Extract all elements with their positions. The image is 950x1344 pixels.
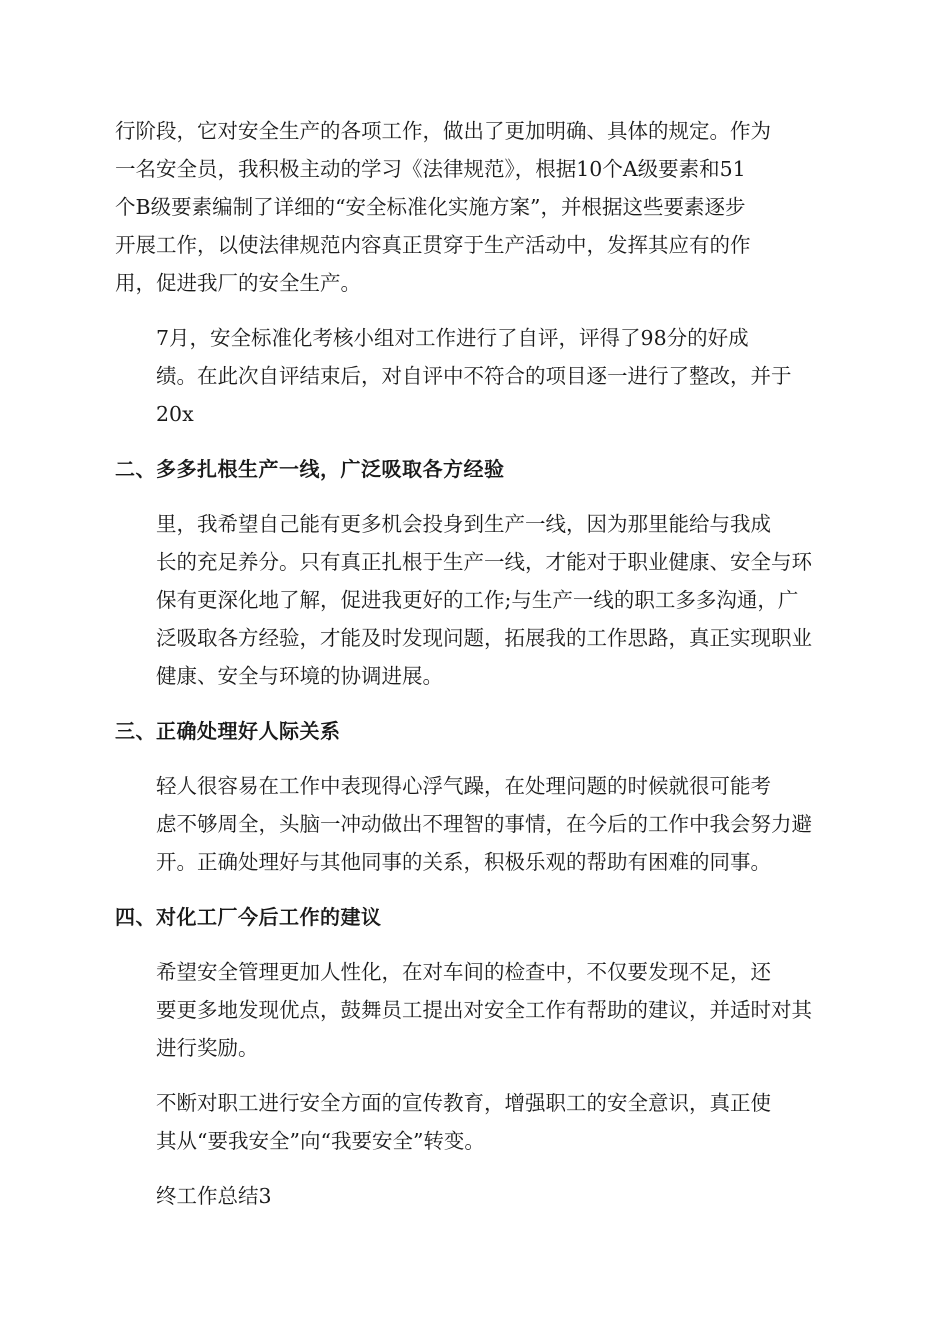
text-line: 7月，安全标准化考核小组对工作进行了自评，评得了98分的好成 [156, 326, 749, 350]
text-line: 开展工作，以使法律规范内容真正贯穿于生产活动中，发挥其应有的作 [115, 233, 751, 257]
paragraph-relationships [115, 767, 837, 881]
text-line: 健康、安全与环境的协调进展。 [156, 664, 443, 688]
text-line: 20x [156, 402, 194, 426]
section-heading-frontline: 二、多多扎根生产一线，广泛吸取各方经验 [115, 457, 505, 481]
text-line: 终工作总结3 [156, 1184, 272, 1208]
text-line: 长的充足养分。只有真正扎根于生产一线，才能对于职业健康、安全与环 [156, 550, 812, 574]
paragraph-standards-implementation [115, 112, 837, 302]
text-line: 虑不够周全，头脑一冲动做出不理智的事情，在今后的工作中我会努力避 [156, 812, 812, 836]
section-heading-suggestions: 四、对化工厂今后工作的建议 [115, 905, 382, 929]
paragraph-self-assessment [115, 319, 837, 433]
paragraph-frontline [115, 505, 837, 695]
paragraph-suggestions-management [115, 953, 837, 1067]
document-page [115, 112, 837, 1232]
text-line: 个B级要素编制了详细的“安全标准化实施方案”，并根据这些要素逐步 [115, 195, 746, 219]
text-line: 进行奖励。 [156, 1036, 259, 1060]
paragraph-suggestions-education [115, 1084, 837, 1160]
text-line: 一名安全员，我积极主动的学习《法律规范》，根据10个A级要素和51 [115, 157, 746, 181]
section-heading-relationships: 三、正确处理好人际关系 [115, 719, 341, 743]
text-line: 不断对职工进行安全方面的宣传教育，增强职工的安全意识，真正使 [156, 1091, 771, 1115]
text-line: 其从“要我安全”向“我要安全”转变。 [156, 1129, 485, 1153]
text-line: 用，促进我厂的安全生产。 [115, 271, 361, 295]
paragraph-summary-title [115, 1177, 837, 1215]
text-line: 泛吸取各方经验，才能及时发现问题，拓展我的工作思路，真正实现职业 [156, 626, 812, 650]
text-line: 行阶段，它对安全生产的各项工作，做出了更加明确、具体的规定。作为 [115, 119, 771, 143]
text-line: 开。正确处理好与其他同事的关系，积极乐观的帮助有困难的同事。 [156, 850, 771, 874]
text-line: 绩。在此次自评结束后，对自评中不符合的项目逐一进行了整改，并于 [156, 364, 792, 388]
text-line: 要更多地发现优点，鼓舞员工提出对安全工作有帮助的建议，并适时对其 [156, 998, 812, 1022]
text-line: 希望安全管理更加人性化，在对车间的检查中，不仅要发现不足，还 [156, 960, 771, 984]
text-line: 保有更深化地了解，促进我更好的工作;与生产一线的职工多多沟通，广 [156, 588, 799, 612]
text-line: 里，我希望自己能有更多机会投身到生产一线，因为那里能给与我成 [156, 512, 771, 536]
text-line: 轻人很容易在工作中表现得心浮气躁，在处理问题的时候就很可能考 [156, 774, 771, 798]
